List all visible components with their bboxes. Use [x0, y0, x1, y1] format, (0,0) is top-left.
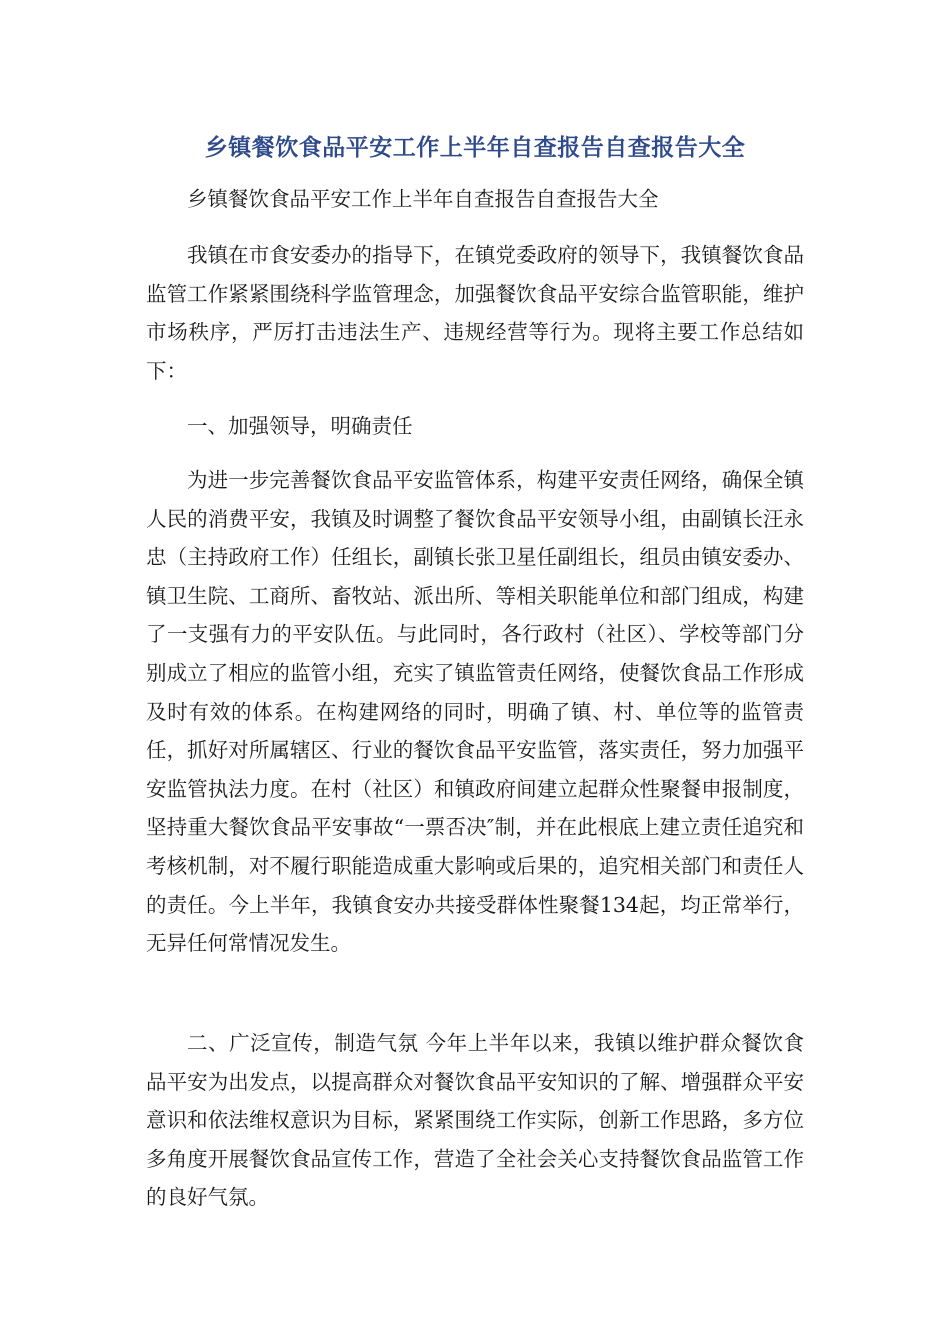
section-1-body: 为进一步完善餐饮食品平安监管体系，构建平安责任网络，确保全镇人民的消费平安，我镇及时调整了餐饮食品平安领导小组，由副镇长汪永忠（主持政府工作）任组长，副镇长张卫星任副组长，组员由镇安委办、镇卫生院、工商所、畜牧站、派出所、等相关职能单位和部门组成，构建了一支强有力的平安队伍。与此同时，各行政村（社区）、学校等部门分别成立了相应的监管小组，充实了镇监管责任网络，使餐饮食品工作形成及时有效的体系。在构建网络的同时，明确了镇、村、单位等的监管责任，抓好对所属辖区、行业的餐饮食品平安监管，落实责任，努力加强平安监管执法力度。在村（社区）和镇政府间建立起群众性聚餐申报制度，坚持重大餐饮食品平安事故“一票否决″制，并在此根底上建立责任追究和考核机制，对不履行职能造成重大影响或后果的，追究相关部门和责任人的责任。今上半年，我镇食安办共接受群体性聚餐134起，均正常举行，无异任何常情况发生。	[146, 468, 804, 956]
section-2-body: 二、广泛宣传，制造气氛 今年上半年以来，我镇以维护群众餐饮食品平安为出发点，以提高群众对餐饮食品平安知识的了解、增强群众平安意识和依法维权意识为目标，紧紧围绕工作实际，创新工作思路，多方位多角度开展餐饮食品宣传工作，营造了全社会关心支持餐饮食品监管工作的良好气氛。	[146, 1031, 804, 1210]
document-subtitle: 乡镇餐饮食品平安工作上半年自查报告自查报告大全	[187, 187, 659, 211]
section-1-heading: 一、加强领导，明确责任	[187, 414, 413, 438]
document-title: 乡镇餐饮食品平安工作上半年自查报告自查报告大全	[204, 135, 746, 161]
intro-paragraph: 我镇在市食安委办的指导下，在镇党委政府的领导下，我镇餐饮食品监管工作紧紧围绕科学监管理念，加强餐饮食品平安综合监管职能，维护市场秩序，严厉打击违法生产、违规经营等行为。现将主要工作总结如下：	[146, 243, 804, 383]
